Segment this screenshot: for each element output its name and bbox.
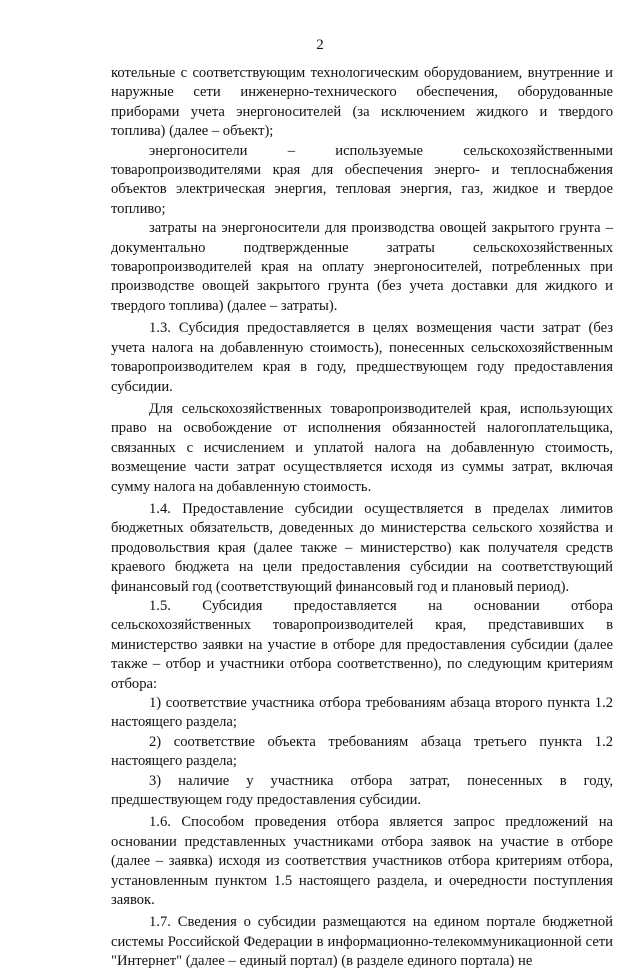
paragraph-object-definition-continued: котельные с соответствующим технологическим оборудованием, внутренние и наружные сети инженерно-технического обеспечения, оборудованные приборами учета энергоносителей (за исключением жидкого и твердого топлива) (далее – объект); bbox=[111, 65, 613, 140]
paragraph-1-3: 1.3. Субсидия предоставляется в целях возмещения части затрат (без учета налога на добавленную стоимость), понесенных сельскохозяйственным товаропроизводителем края в году, предшествующем году предоставления субсидии. bbox=[111, 320, 613, 395]
paragraph-criterion-1: 1) соответствие участника отбора требованиям абзаца второго пункта 1.2 настоящего раздела; bbox=[111, 695, 613, 731]
paragraph-vat-exemption: Для сельскохозяйственных товаропроизводителей края, использующих право на освобождение от исполнения обязанностей налогоплательщика, связанных с исчислением и уплатой налога на добавленную стоимость, возмещение части затрат осуществляется исходя из суммы затрат, включая сумму налога на добавленную стоимость. bbox=[111, 400, 613, 495]
paragraph-criterion-2: 2) соответствие объекта требованиям абзаца третьего пункта 1.2 настоящего раздела; bbox=[111, 733, 613, 770]
paragraph-1-7: 1.7. Сведения о субсидии размещаются на едином портале бюджетной системы Российской Федерации в информационно-телекоммуникационной сети "Интернет" (далее – единый портал) (в разделе единого портала) не bbox=[111, 914, 613, 970]
paragraph-costs-definition: затраты на энергоносители для производства овощей закрытого грунта – документально подтвержденные затраты сельскохозяйственных товаропроизводителей края на оплату энергоносителей, потребленных при производстве овощей закрытого грунта (без учета доставки для жидкого и твердого топлива) (далее – затраты). bbox=[111, 220, 613, 314]
document-body bbox=[111, 64, 613, 972]
paragraph-1-5: 1.5. Субсидия предоставляется на основании отбора сельскохозяйственных товаропроизводителей края, представивших в министерство заявки на участие в отборе для предоставления субсидии (далее также – отбор и участники отбора соответственно), по следующим критериям отбора: bbox=[111, 597, 613, 692]
paragraph-1-6: 1.6. Способом проведения отбора является запрос предложений на основании представленных участниками отбора заявок на участие в отборе (далее – заявка) исходя из соответствия участников отбора критериям отбора, установленным пунктом 1.5 настоящего раздела, и очередности поступления заявок. bbox=[111, 814, 613, 909]
paragraph-energy-carriers-definition: энергоносители – используемые сельскохозяйственными товаропроизводителями края для обеспечения энерго- и теплоснабжения объектов электрическая энергия, тепловая энергия, газ, жидкое и твердое топливо; bbox=[111, 142, 613, 217]
paragraph-criterion-3: 3) наличие у участника отбора затрат, понесенных в году, предшествующем году предоставления субсидии. bbox=[111, 772, 613, 809]
paragraph-1-4: 1.4. Предоставление субсидии осуществляется в пределах лимитов бюджетных обязательств, доведенных до министерства сельского хозяйства и продовольствия края (далее также – министерство) как получателя средств краевого бюджета на цели предоставления субсидии на соответствующий финансовый год (соответствующий финансовый год и плановый период). bbox=[111, 500, 613, 595]
page-number: 2 bbox=[316, 37, 324, 53]
